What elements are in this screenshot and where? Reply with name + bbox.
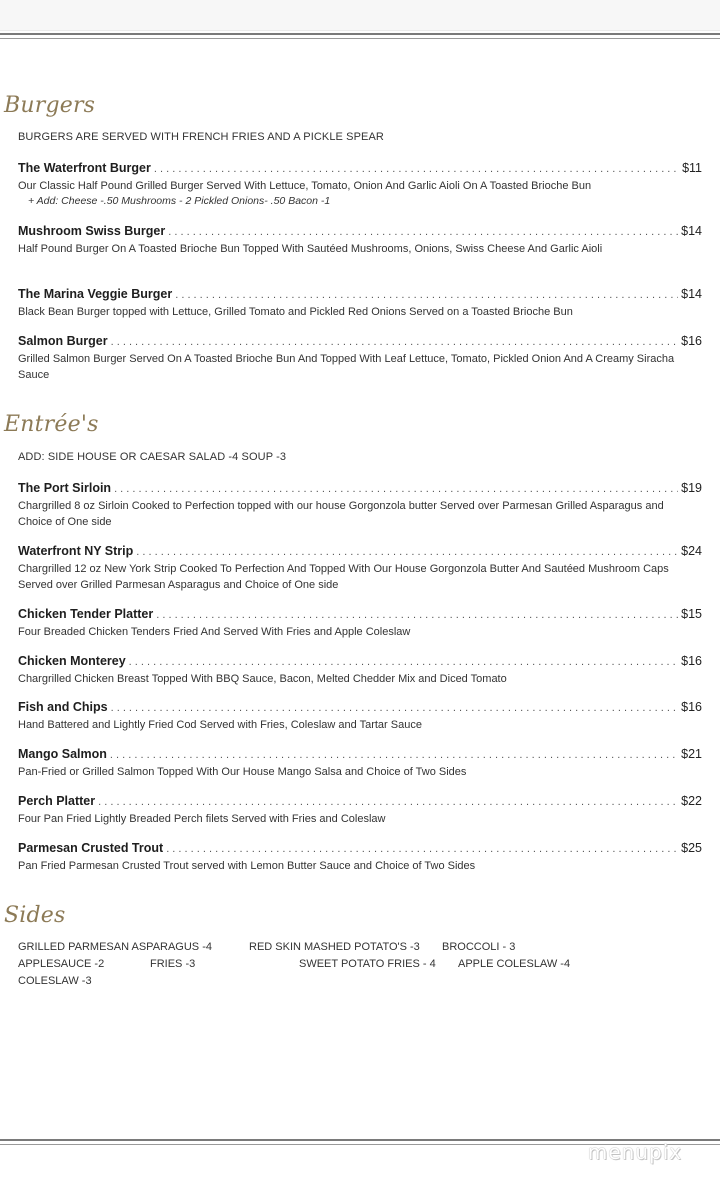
item-name: The Marina Veggie Burger: [18, 287, 173, 301]
side-item: BROCCOLI - 3: [442, 941, 516, 953]
item-description: Four Pan Fried Lightly Breaded Perch filets Served with Fries and Coleslaw: [18, 813, 386, 825]
item-name: Parmesan Crusted Trout: [18, 841, 164, 855]
item-name: Chicken Monterey: [18, 654, 126, 668]
side-item: COLESLAW -3: [18, 975, 92, 987]
leader-dots: [114, 482, 678, 497]
item-price: $14: [681, 224, 702, 238]
item-name: Perch Platter: [18, 794, 96, 808]
item-description: Hand Battered and Lightly Fried Cod Served with Fries, Coleslaw and Tartar Sauce: [18, 719, 422, 731]
leader-dots: [98, 795, 678, 810]
top-bar: [0, 0, 720, 31]
item-name: Chicken Tender Platter: [18, 607, 154, 621]
burgers-note: BURGERS ARE SERVED WITH FRENCH FRIES AND A PICKLE SPEAR: [18, 131, 384, 143]
menu-item: [18, 841, 702, 874]
item-name: Mango Salmon: [18, 747, 107, 761]
item-price: $11: [682, 161, 702, 175]
side-item: SWEET POTATO FRIES - 4: [299, 958, 436, 970]
item-price: $16: [681, 700, 702, 714]
item-description: Grilled Salmon Burger Served On A Toasted Brioche Bun And Topped With Leaf Lettuce, Tomato, Pickled Onion And A Creamy Siracha Sauce: [18, 353, 675, 381]
item-price: $14: [681, 287, 702, 301]
item-description: Chargrilled 12 oz New York Strip Cooked To Perfection And Topped With Our House Gorgonzola Butter And Sautéed Mushroom Caps Served over Grilled Parmesan Asparagus and Choice of One side: [18, 563, 669, 591]
item-addons: + Add: Cheese -.50 Mushrooms - 2 Pickled Onions- .50 Bacon -1: [28, 195, 331, 207]
leader-dots: [111, 701, 679, 716]
section-title-entrees: Entrée's: [4, 412, 99, 437]
item-price: $22: [681, 794, 702, 808]
top-divider: [0, 33, 720, 39]
item-price: $16: [681, 654, 702, 668]
item-name: Fish and Chips: [18, 700, 108, 714]
item-name: Mushroom Swiss Burger: [18, 224, 166, 238]
menu-item: [18, 481, 702, 530]
menu-item: [18, 700, 702, 733]
entrees-note: ADD: SIDE HOUSE OR CAESAR SALAD -4 SOUP -3: [18, 451, 287, 463]
menu-item: [18, 161, 702, 208]
item-description: Chargrilled Chicken Breast Topped With BBQ Sauce, Bacon, Melted Chedder Mix and Diced Tomato: [18, 673, 507, 685]
menu-item: [18, 747, 702, 780]
leader-dots: [154, 162, 679, 177]
item-price: $21: [681, 747, 702, 761]
item-description: Pan Fried Parmesan Crusted Trout served with Lemon Butter Sauce and Choice of Two Sides: [18, 860, 476, 872]
leader-dots: [111, 335, 679, 350]
side-item: RED SKIN MASHED POTATO'S -3: [249, 941, 420, 953]
item-name: The Waterfront Burger: [18, 161, 151, 175]
section-title-sides: Sides: [4, 903, 66, 928]
item-description: Chargrilled 8 oz Sirloin Cooked to Perfection topped with our house Gorgonzola butter Served over Parmesan Grilled Asparagus and Choice of One side: [18, 500, 664, 528]
side-item: FRIES -3: [150, 958, 196, 970]
menu-item: [18, 544, 702, 593]
item-description: Black Bean Burger topped with Lettuce, Grilled Tomato and Pickled Red Onions Served on a Toasted Brioche Bun: [18, 306, 573, 318]
leader-dots: [136, 545, 678, 560]
leader-dots: [175, 288, 678, 303]
side-item: APPLESAUCE -2: [18, 958, 105, 970]
menu-item: [18, 794, 702, 827]
item-name: Salmon Burger: [18, 334, 108, 348]
menu-item: [18, 607, 702, 640]
item-price: $19: [681, 481, 702, 495]
item-price: $16: [681, 334, 702, 348]
leader-dots: [156, 608, 678, 623]
menupix-watermark: menupix: [587, 1140, 683, 1164]
item-price: $25: [681, 841, 702, 855]
menu-item: [18, 334, 702, 383]
item-description: Half Pound Burger On A Toasted Brioche Bun Topped With Sautéed Mushrooms, Onions, Swiss Cheese And Garlic Aioli: [18, 243, 603, 255]
item-description: Four Breaded Chicken Tenders Fried And Served With Fries and Apple Coleslaw: [18, 626, 411, 638]
item-price: $15: [681, 607, 702, 621]
item-name: Waterfront NY Strip: [18, 544, 134, 558]
side-item: GRILLED PARMESAN ASPARAGUS -4: [18, 941, 212, 953]
menu-item: [18, 654, 702, 687]
item-description: Our Classic Half Pound Grilled Burger Served With Lettuce, Tomato, Onion And Garlic Aioli On A Toasted Brioche Bun: [18, 180, 592, 192]
menu-item: [18, 224, 702, 257]
leader-dots: [110, 748, 678, 763]
leader-dots: [166, 842, 678, 857]
leader-dots: [168, 225, 678, 240]
section-title-burgers: Burgers: [4, 93, 96, 118]
item-description: Pan-Fried or Grilled Salmon Topped With Our House Mango Salsa and Choice of Two Sides: [18, 766, 467, 778]
side-item: APPLE COLESLAW -4: [458, 958, 571, 970]
leader-dots: [129, 655, 678, 670]
item-name: The Port Sirloin: [18, 481, 112, 495]
menu-item: [18, 287, 702, 320]
item-price: $24: [681, 544, 702, 558]
